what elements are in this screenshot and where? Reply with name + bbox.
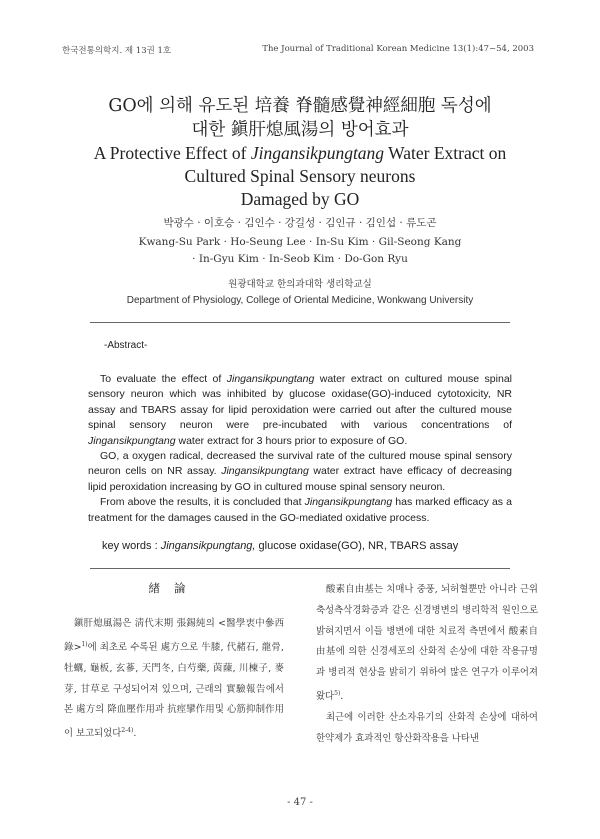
title-korean-line-1: GO에 의해 유도된 培養 脊髓感覺神經細胞 독성에 [108, 96, 492, 116]
abstract-paragraph [88, 495, 512, 526]
body-paragraph [64, 614, 284, 745]
paper-title [40, 94, 560, 211]
affiliation-english: Department of Physiology, College of Oriental Medicine, Wonkwang University [126, 295, 474, 306]
abstract-label: -Abstract- [104, 340, 148, 351]
title-en-italic: Jingansikpungtang [250, 143, 385, 163]
abstract-text: GO, a oxygen radical, decreased the survival rate of the cultured mouse spinal sensory neuron cells on NR assay. [88, 450, 512, 478]
title-en-text: A Protective Effect of [93, 143, 251, 163]
body-text-right [316, 580, 538, 750]
body-text: 酸素自由基는 치매나 중풍, 뇌허혈뿐만 아니라 근위축성측삭경화증과 같은 신경병변의 병리학적 원인으로 밝혀지면서 이들 병변에 대한 치료적 측면에서 酸素自由基에 의한 신경세포의 산화적 손상에 대한 작용규명과 병리적 현상을 밝히기 위하여 많은 연구가 이루어져 왔다 [316, 584, 538, 703]
abstract-italic: Jingansikpungtang [221, 465, 309, 478]
title-english-line-3: Damaged by GO [240, 189, 360, 209]
affiliation-korean: 원광대학교 한의과대학 생리학교실 [228, 279, 372, 290]
body-column-right [316, 580, 538, 750]
title-english-line-2: Cultured Spinal Sensory neurons [184, 166, 416, 186]
section-heading-introduction: 緖論 [148, 581, 200, 595]
citation-superscript: 5) [334, 689, 341, 697]
journal-name-korean: 한국전통의학지. 제 13권 1호 [62, 46, 172, 56]
body-text: 에 최초로 수록된 處方으로 牛膝, 代赭石, 龍骨, 牡蠣, 龜板, 玄蔘, 天門冬, 白芍藥, 茵蔯, 川楝子, 麥芽, 甘草로 구성되어져 있으며, 근래의 實驗報告에서 본 處方의 降血壓作用과 抗痙攣作用및 心筋抑制作用이 보고되었다 [64, 641, 284, 740]
affiliation [40, 276, 560, 309]
citation-superscript: 1) [81, 640, 88, 648]
abstract-bottom-rule [90, 568, 510, 569]
title-en-text: Water Extract on [384, 143, 507, 163]
citation-superscript: 2-4) [121, 727, 134, 735]
abstract-text: water extract for 3 hours prior to exposure of GO. [175, 434, 408, 447]
abstract-text: has marked efficacy as a treatment for the damages caused in the GO-mediated oxidative process. [88, 496, 512, 524]
title-korean-line-2: 대한 鎭肝熄風湯의 방어효과 [191, 120, 409, 140]
body-column-left [64, 580, 284, 745]
running-header [62, 44, 534, 58]
abstract-top-rule [90, 322, 510, 323]
abstract-body [88, 372, 512, 526]
body-text: . [133, 728, 137, 740]
author-list [40, 214, 560, 268]
page-number: - 47 - [287, 797, 313, 808]
body-paragraph: 최근에 이러한 산소자유기의 산화적 손상에 대하여 한약제가 효과적인 항산화작용을 나타낸 [316, 711, 538, 744]
body-text: 鎭肝熄風湯은 淸代末期 張錫純의 <醫學衷中參西錄> [64, 618, 284, 653]
abstract-text: To evaluate the effect of [100, 373, 227, 385]
authors-english-line-1: Kwang-Su Park · Ho-Seung Lee · In-Su Kim · Gil-Seong Kang [138, 236, 462, 248]
keywords-italic: Jingansikpungtang, [160, 540, 256, 552]
body-paragraph [316, 580, 538, 708]
abstract-paragraph [88, 449, 512, 495]
title-english-line-1 [40, 142, 560, 165]
abstract-italic: Jingansikpungtang [226, 373, 315, 385]
authors-english-line-2: · In-Gyu Kim · In-Seob Kim · Do-Gon Ryu [192, 253, 408, 265]
abstract-italic: Jingansikpungtang [88, 434, 176, 447]
body-text: . [340, 691, 344, 703]
keywords-label: key words : [102, 540, 161, 552]
body-text-left [64, 614, 284, 745]
abstract-text: water extract on cultured mouse spinal sensory neuron which was inhibited by glucose oxidase(GO)-induced cytotoxicity, NR assay and TBARS assay for lipid peroxidation were carried out after the cultured mouse spinal sensory neuron were pre-incubated with various concentrations of [88, 373, 512, 432]
abstract-paragraph [88, 372, 512, 449]
abstract-text: From above the results, it is concluded that [100, 496, 305, 509]
abstract-text: water extract have efficacy of decreasing lipid peroxidation increasing by GO in cultured mouse spinal sensory neuron. [88, 465, 512, 493]
journal-citation: The Journal of Traditional Korean Medicine 13(1):47~54, 2003 [262, 44, 534, 54]
authors-korean: 박광수 · 이호승 · 김인수 · 강길성 · 김인규 · 김인섭 · 류도곤 [163, 217, 437, 229]
keywords [102, 540, 522, 552]
keywords-text: glucose oxidase(GO), NR, TBARS assay [255, 540, 459, 552]
abstract-italic: Jingansikpungtang [304, 496, 393, 509]
